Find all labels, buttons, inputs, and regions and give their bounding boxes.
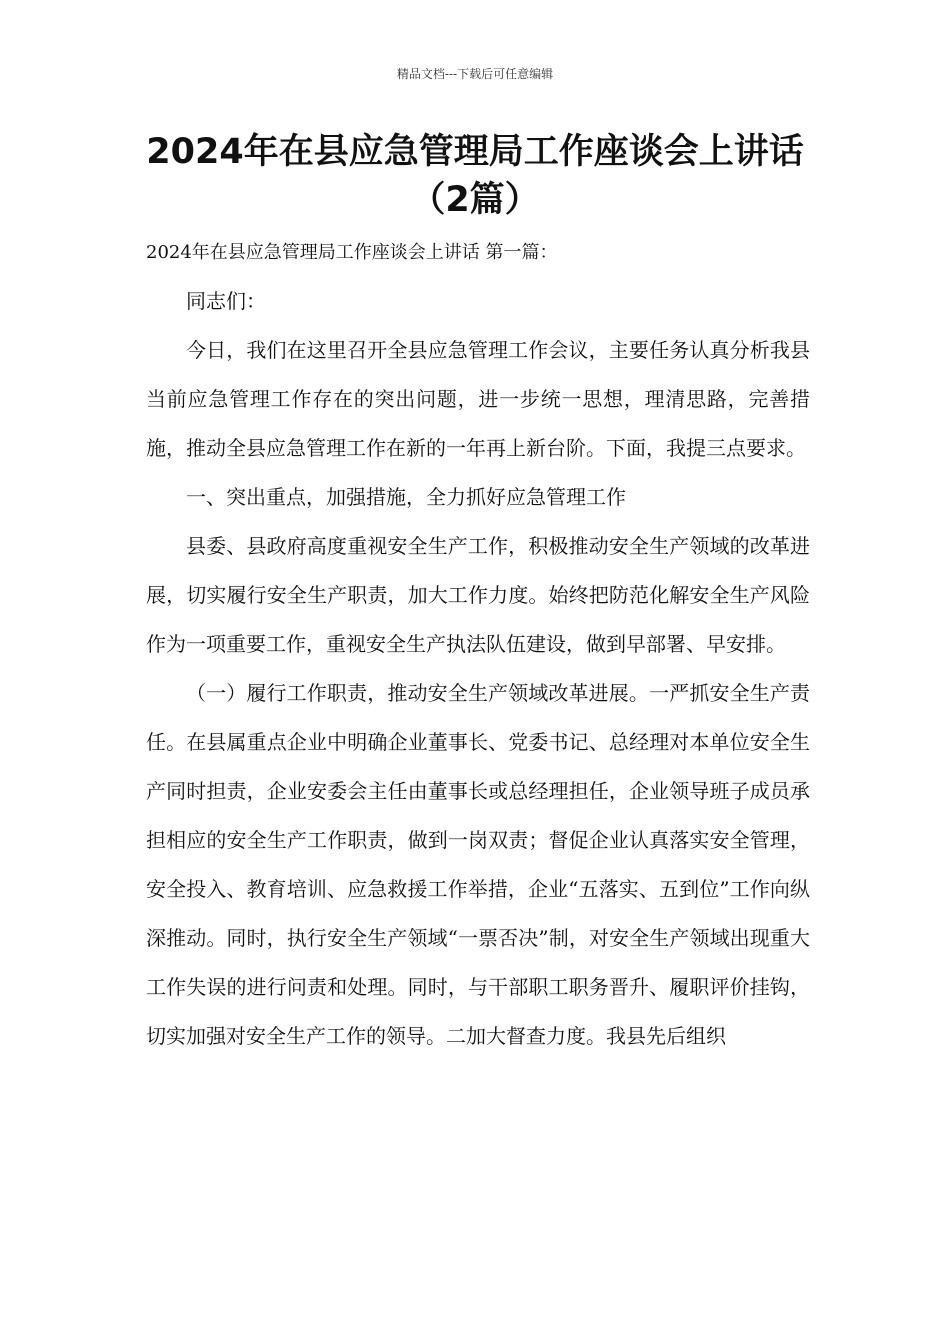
salutation: 同志们： <box>186 289 266 313</box>
document-title: 2024年在县应急管理局工作座谈会上讲话（2篇） <box>146 132 804 220</box>
paragraph-subsection-1: （一）履行工作职责，推动安全生产领域改革进展。一严抓安全生产责任。在县属重点企业中明确企业董事长、党委书记、总经理对本单位安全生产同时担责，企业安委会主任由董事长或总经理担任，企业领导班子成员承担相应的安全生产工作职责，做到一岗双责；督促企业认真落实安全管理，安全投入、教育培训、应急救援工作举措，企业“五落实、五到位”工作向纵深推动。同时，执行安全生产领域“一票否决”制，对安全生产领域出现重大工作失误的进行问责和处理。同时，与干部职工职务晋升、履职评价挂钩，切实加强对安全生产工作的领导。二加大督查力度。我县先后组织 <box>146 681 810 1048</box>
paragraph-intro: 今日，我们在这里召开全县应急管理工作会议，主要任务认真分析我县当前应急管理工作存在的突出问题，进一步统一思想，理清思路，完善措施，推动全县应急管理工作在新的一年再上新台阶。下面，我提三点要求。 <box>146 338 810 460</box>
document-body <box>146 228 810 1061</box>
section-heading-1: 一、突出重点，加强措施，全力抓好应急管理工作 <box>186 485 626 509</box>
header-note: 精品文档---下载后可任意编辑 <box>396 67 554 81</box>
document-subtitle: 2024年在县应急管理局工作座谈会上讲话 第一篇： <box>146 242 558 263</box>
paragraph-section-1: 县委、县政府高度重视安全生产工作，积极推动安全生产领域的改革进展，切实履行安全生产职责，加大工作力度。始终把防范化解安全生产风险作为一项重要工作，重视安全生产执法队伍建设，做到早部署、早安排。 <box>146 534 810 656</box>
